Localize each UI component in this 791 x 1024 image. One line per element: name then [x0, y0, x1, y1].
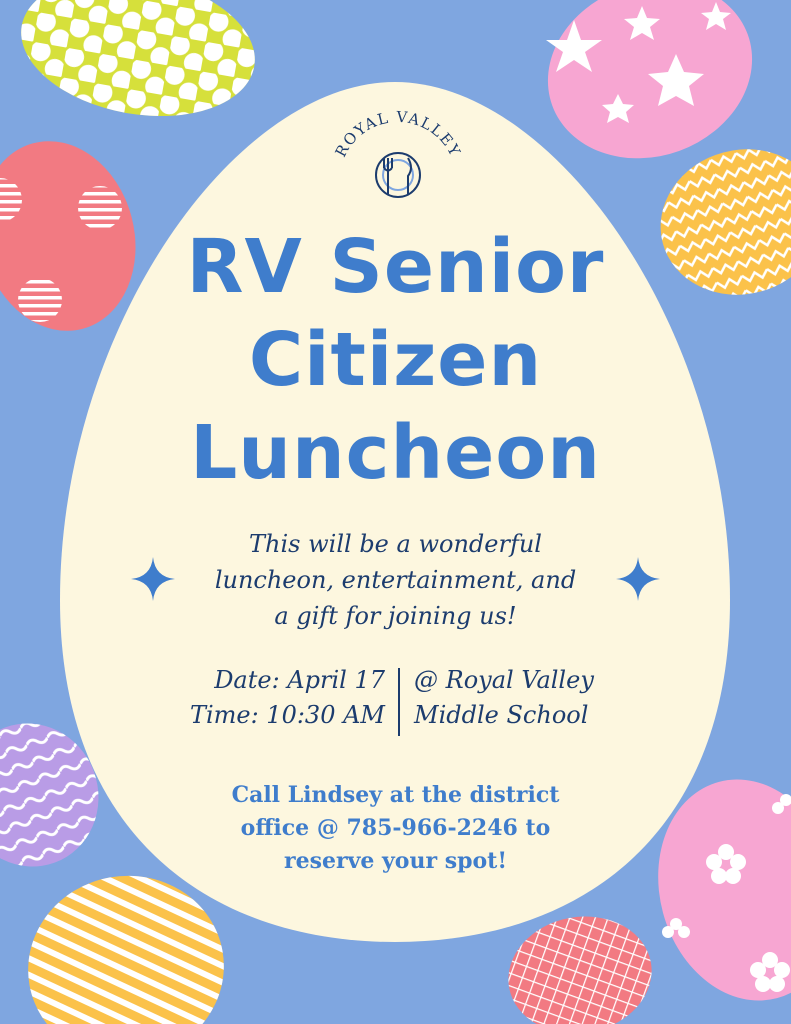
rsvp-line-2: office @ 785-966-2246 to — [240, 815, 551, 841]
rsvp-line-3: reserve your spot! — [284, 848, 507, 874]
event-date: Date: April 17 — [214, 666, 385, 694]
location-line-1: @ Royal Valley — [414, 666, 594, 694]
logo-text: ROYAL VALLEY — [331, 110, 465, 161]
rsvp-text — [160, 779, 631, 878]
intro-line-1: This will be a wonderful — [249, 530, 542, 558]
intro-text — [160, 526, 631, 634]
event-location — [414, 663, 674, 733]
location-line-2: Middle School — [414, 701, 589, 729]
royal-valley-logo — [318, 110, 478, 210]
intro-line-2: luncheon, entertainment, and — [214, 566, 577, 594]
rsvp-line-1: Call Lindsey at the district — [231, 782, 560, 808]
event-time: Time: 10:30 AM — [189, 701, 385, 729]
intro-line-3: a gift for joining us! — [274, 602, 517, 630]
event-datetime — [140, 663, 385, 733]
plate-fork-knife-icon — [376, 153, 420, 197]
title-line-1: RV Senior — [186, 224, 605, 310]
details-divider — [398, 668, 400, 736]
title-line-2: Citizen — [248, 317, 543, 403]
title-line-3: Luncheon — [190, 410, 601, 496]
